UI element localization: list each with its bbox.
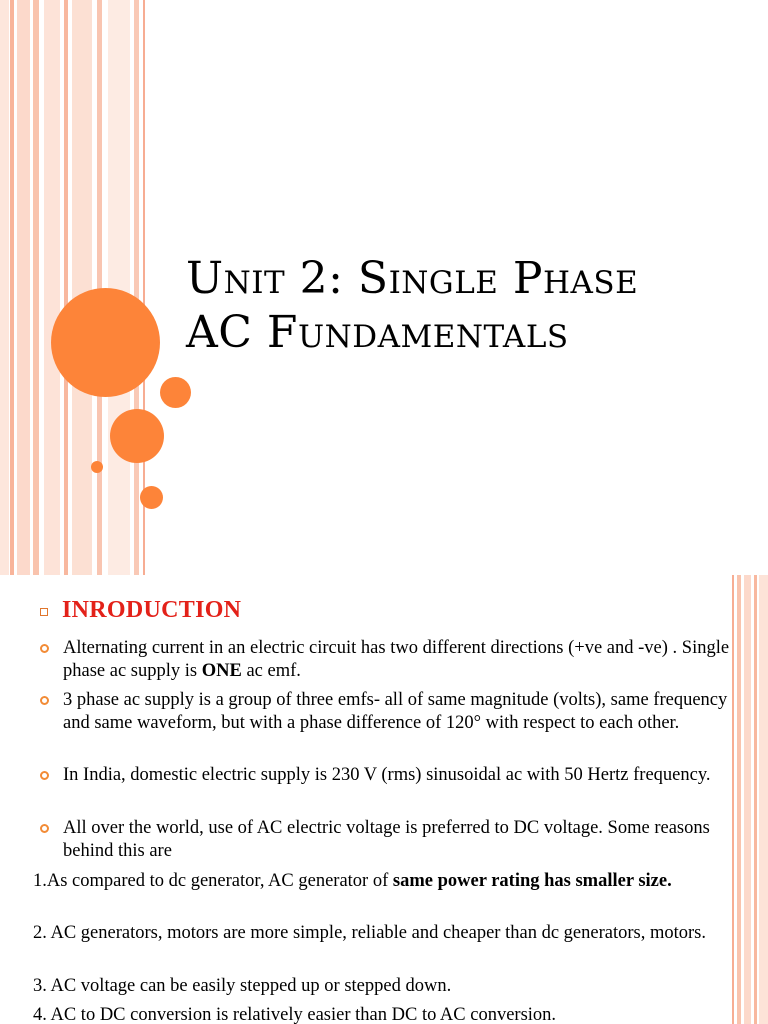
decorative-circle-small-2 bbox=[140, 486, 163, 509]
slide-content bbox=[0, 575, 730, 1024]
decorative-circle-medium-large bbox=[110, 409, 164, 463]
bullet-text-part: Alternating current in an electric circuit has two different directions (+ve and -ve) . Single phase ac supply is bbox=[63, 638, 730, 681]
bullet-text bbox=[63, 637, 730, 683]
decorative-circle-medium bbox=[160, 377, 191, 408]
numbered-item-1 bbox=[33, 870, 740, 893]
ring-bullet-icon bbox=[40, 824, 49, 833]
numbered-item-4: 4. AC to DC conversion is relatively easier than DC to AC conversion. bbox=[33, 1005, 557, 1024]
bullet-text: All over the world, use of AC electric voltage is preferred to DC voltage. Some reasons behind this are bbox=[63, 818, 710, 861]
decorative-stripes-right bbox=[732, 575, 768, 1024]
numbered-bold-text: same power rating has smaller size. bbox=[392, 871, 672, 891]
slide-title bbox=[186, 252, 756, 360]
bullet-item-1 bbox=[40, 637, 730, 683]
title-line-1: Unit 2: Single Phase bbox=[186, 253, 639, 304]
bullet-text: In India, domestic electric supply is 230 V (rms) sinusoidal ac with 50 Hertz frequency. bbox=[63, 765, 711, 785]
bullet-item-3 bbox=[40, 764, 730, 787]
numbered-item-2: 2. AC generators, motors are more simple, reliable and cheaper than dc generators, motors. bbox=[33, 923, 706, 943]
ring-bullet-icon bbox=[40, 771, 49, 780]
bullet-text: 3 phase ac supply is a group of three emfs- all of same magnitude (volts), same frequency and same waveform, but with a phase difference of 120° with respect to each other. bbox=[63, 690, 728, 733]
title-line-2: AC Fundamentals bbox=[186, 307, 569, 358]
numbered-item-3: 3. AC voltage can be easily stepped up or stepped down. bbox=[33, 976, 452, 996]
bullet-item-2 bbox=[40, 689, 730, 735]
decorative-stripes-left bbox=[0, 0, 148, 575]
decorative-circle-small bbox=[91, 461, 103, 473]
bullet-item-4 bbox=[40, 817, 730, 863]
bullet-bold-text: ONE bbox=[201, 661, 242, 681]
numbered-text: 1.As compared to dc generator, AC generator of bbox=[33, 871, 393, 891]
decorative-circle-large bbox=[51, 288, 160, 397]
section-heading bbox=[40, 599, 241, 622]
heading-text: INRODUCTION bbox=[62, 597, 242, 623]
square-bullet-icon bbox=[40, 608, 48, 616]
ring-bullet-icon bbox=[40, 644, 49, 653]
content-slide bbox=[0, 575, 768, 1024]
ring-bullet-icon bbox=[40, 696, 49, 705]
bullet-text-part: ac emf. bbox=[241, 661, 301, 681]
